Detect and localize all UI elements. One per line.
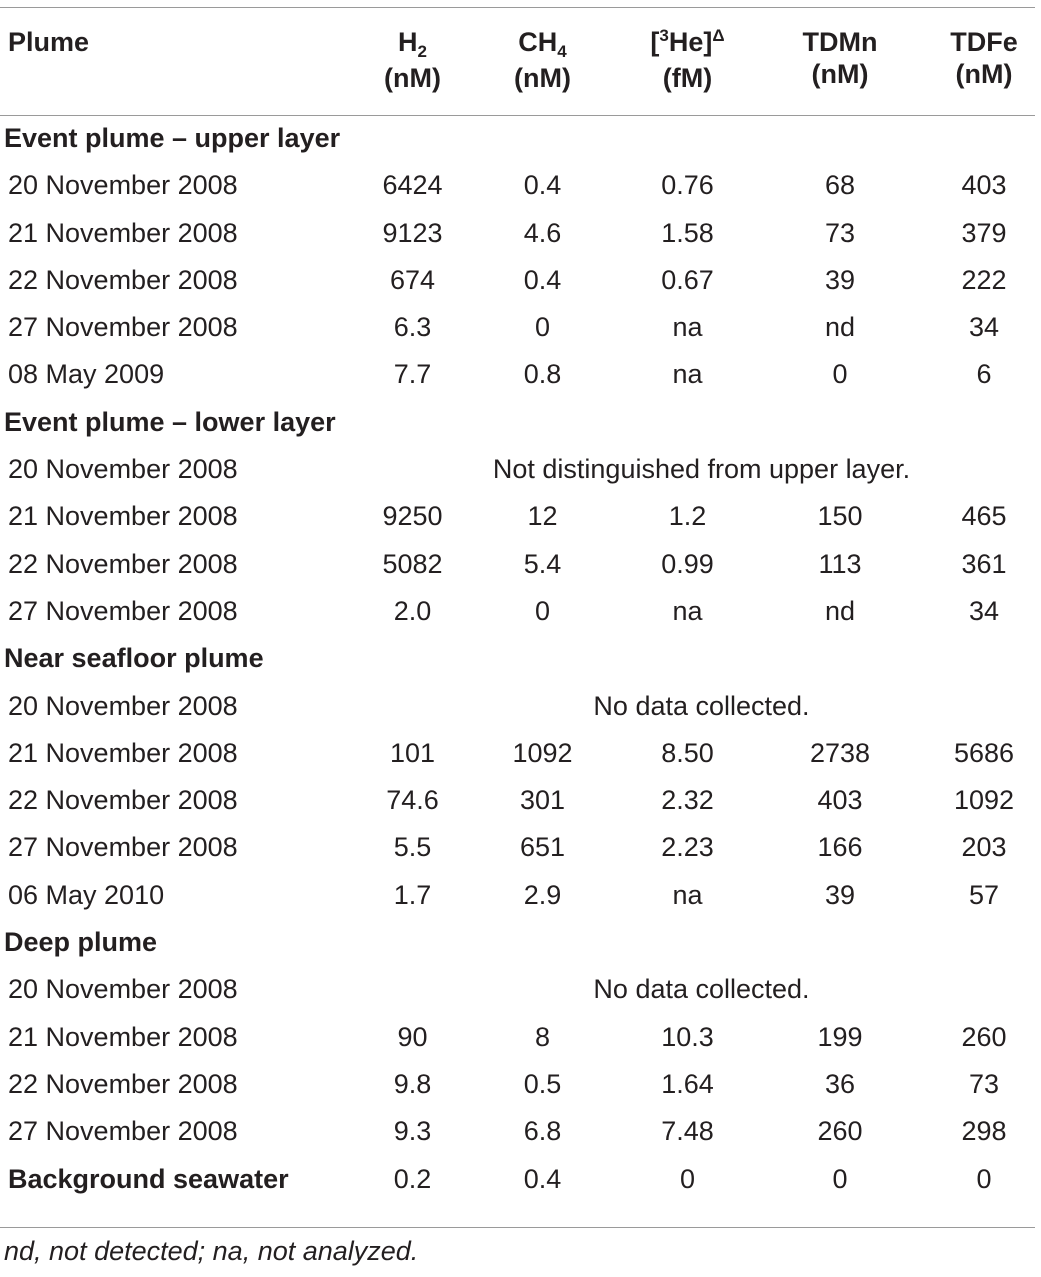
header-plume: Plume	[8, 27, 90, 57]
table-row	[0, 966, 1041, 1013]
cell-ch4: 6.8	[523, 1116, 562, 1147]
cell-tdfe: 73	[968, 1068, 1000, 1099]
cell-h2: 7.7	[393, 359, 432, 390]
cell-he3: 0	[679, 1163, 696, 1194]
cell-he3: na	[672, 595, 703, 626]
cell-he3: 1.64	[661, 1068, 714, 1099]
row-note: No data collected.	[593, 690, 810, 721]
row-date: 21 November 2008	[8, 737, 238, 768]
row-date: 20 November 2008	[8, 690, 238, 721]
cell-tdfe: 6	[976, 359, 992, 390]
table-row	[0, 824, 1041, 871]
row-date: 27 November 2008	[8, 312, 238, 343]
table-row	[0, 1061, 1041, 1108]
cell-he3: 7.48	[661, 1116, 714, 1147]
row-date: 21 November 2008	[8, 1021, 238, 1052]
table-row	[0, 257, 1041, 304]
row-date: 20 November 2008	[8, 454, 238, 485]
table-row	[0, 304, 1041, 351]
cell-h2: 6.3	[393, 312, 432, 343]
cell-tdfe: 203	[961, 832, 1007, 863]
row-date: 27 November 2008	[8, 595, 238, 626]
cell-tdfe: 222	[961, 264, 1007, 295]
row-date: 22 November 2008	[8, 548, 238, 579]
cell-he3: 1.2	[668, 501, 707, 532]
cell-ch4: 0	[534, 595, 551, 626]
row-date: 27 November 2008	[8, 1116, 238, 1147]
cell-tdfe: 465	[961, 501, 1007, 532]
row-date: 27 November 2008	[8, 832, 238, 863]
cell-tdfe: 0	[976, 1163, 992, 1194]
cell-h2: 9123	[382, 217, 443, 248]
row-note: No data collected.	[593, 974, 810, 1005]
cell-tdfe: 34	[968, 312, 1000, 343]
table-row	[0, 493, 1041, 540]
table-row	[0, 210, 1041, 257]
cell-tdfe: 361	[961, 548, 1007, 579]
cell-ch4: 0	[534, 312, 551, 343]
table-row	[0, 777, 1041, 824]
cell-h2: 5082	[382, 548, 443, 579]
row-date: 20 November 2008	[8, 170, 238, 201]
cell-he3: 0.76	[661, 170, 714, 201]
cell-tdmn: 73	[824, 217, 856, 248]
cell-tdfe: 1092	[953, 785, 1015, 816]
cell-tdmn: nd	[824, 312, 856, 343]
cell-h2: 90	[397, 1021, 428, 1052]
section-heading	[0, 635, 1041, 682]
row-date: 21 November 2008	[8, 501, 238, 532]
row-date: 06 May 2010	[8, 879, 165, 910]
cell-ch4: 1092	[512, 737, 573, 768]
cell-ch4: 0.4	[523, 264, 562, 295]
cell-tdfe: 298	[961, 1116, 1007, 1147]
cell-tdmn: 150	[817, 501, 863, 532]
cell-he3: 2.23	[661, 832, 714, 863]
cell-h2: 101	[389, 737, 436, 768]
background-row	[0, 1156, 1041, 1203]
cell-ch4: 0.4	[523, 170, 562, 201]
cell-tdmn: 0	[832, 1163, 848, 1194]
cell-h2: 9250	[382, 501, 443, 532]
table-row	[0, 351, 1041, 398]
cell-ch4: 0.8	[523, 359, 562, 390]
cell-tdmn: 39	[824, 264, 856, 295]
cell-tdmn: nd	[824, 595, 856, 626]
cell-tdfe: 379	[961, 217, 1007, 248]
cell-ch4: 2.9	[523, 879, 562, 910]
row-date: 22 November 2008	[8, 785, 238, 816]
cell-ch4: 0.5	[523, 1068, 562, 1099]
cell-he3: 0.99	[661, 548, 714, 579]
row-date: 21 November 2008	[8, 217, 238, 248]
header-helium3: $[^3He]^\Delta$ (fM)	[650, 26, 725, 93]
section-title: Event plume – upper layer	[4, 123, 341, 153]
header-row	[0, 8, 1041, 115]
section-heading	[0, 399, 1041, 446]
table-row	[0, 588, 1041, 635]
cell-ch4: 8	[534, 1021, 551, 1052]
section-title: Deep plume	[4, 927, 158, 958]
table-footnote: nd, not detected; na, not analyzed.	[4, 1236, 419, 1266]
cell-he3: 1.58	[661, 217, 714, 248]
cell-h2: 74.6	[386, 785, 439, 816]
table-row	[0, 730, 1041, 777]
cell-tdmn: 166	[817, 832, 863, 863]
cell-ch4: 301	[519, 785, 566, 816]
cell-h2: 2.0	[393, 595, 432, 626]
cell-tdmn: 2738	[809, 737, 871, 768]
cell-he3: na	[672, 312, 703, 343]
cell-tdmn: 260	[817, 1116, 863, 1147]
cell-ch4: 4.6	[523, 217, 562, 248]
header-h2: $H_2$ (nM)	[384, 27, 441, 93]
cell-tdfe: 57	[968, 879, 1000, 910]
cell-ch4: 12	[527, 501, 558, 532]
section-title: Near seafloor plume	[4, 643, 264, 674]
cell-he3: 8.50	[661, 737, 714, 768]
table-row	[0, 1014, 1041, 1061]
cell-he3: 10.3	[661, 1021, 714, 1052]
table-row	[0, 446, 1041, 493]
plume-data-table	[0, 8, 1041, 1203]
cell-ch4: 5.4	[523, 548, 562, 579]
cell-tdfe: 34	[968, 595, 1000, 626]
cell-he3: na	[672, 359, 703, 390]
cell-tdmn: 0	[832, 359, 848, 390]
bottom-rule	[0, 1227, 1035, 1228]
row-date: 22 November 2008	[8, 264, 238, 295]
row-date: 22 November 2008	[8, 1068, 238, 1099]
cell-he3: 0.67	[661, 264, 714, 295]
table-row	[0, 872, 1041, 919]
table-row	[0, 1108, 1041, 1155]
cell-tdfe: 403	[961, 170, 1007, 201]
cell-tdmn: 113	[818, 548, 862, 579]
cell-he3: na	[672, 879, 703, 910]
header-ch4: $CH_4$ (nM)	[514, 27, 571, 93]
header-tdfe: TDFe (nM)	[950, 27, 1018, 89]
section-heading	[0, 919, 1041, 966]
table-row	[0, 683, 1041, 730]
header-tdmn: TDMn (nM)	[802, 27, 878, 89]
cell-ch4: 0.4	[523, 1163, 562, 1194]
cell-h2: 9.8	[393, 1068, 432, 1099]
cell-tdmn: 36	[824, 1068, 856, 1099]
table-row	[0, 541, 1041, 588]
cell-he3: 2.32	[661, 785, 714, 816]
cell-h2: 6424	[382, 170, 443, 201]
row-date: 20 November 2008	[8, 974, 238, 1005]
cell-tdmn: 68	[824, 170, 856, 201]
cell-h2: 9.3	[393, 1116, 432, 1147]
cell-h2: 0.2	[393, 1163, 432, 1194]
table-row	[0, 162, 1041, 209]
cell-ch4: 651	[519, 832, 566, 863]
row-note: Not distinguished from upper layer.	[492, 454, 911, 485]
section-heading	[0, 115, 1041, 162]
row-date: 08 May 2009	[8, 359, 165, 390]
row-label: Background seawater	[8, 1163, 289, 1194]
cell-h2: 674	[389, 264, 436, 295]
cell-tdfe: 260	[961, 1021, 1007, 1052]
cell-h2: 1.7	[393, 879, 432, 910]
cell-h2: 5.5	[393, 832, 432, 863]
cell-tdmn: 403	[817, 785, 863, 816]
cell-tdfe: 5686	[953, 737, 1015, 768]
cell-tdmn: 199	[817, 1021, 863, 1052]
cell-tdmn: 39	[824, 879, 856, 910]
section-title: Event plume – lower layer	[4, 406, 336, 437]
